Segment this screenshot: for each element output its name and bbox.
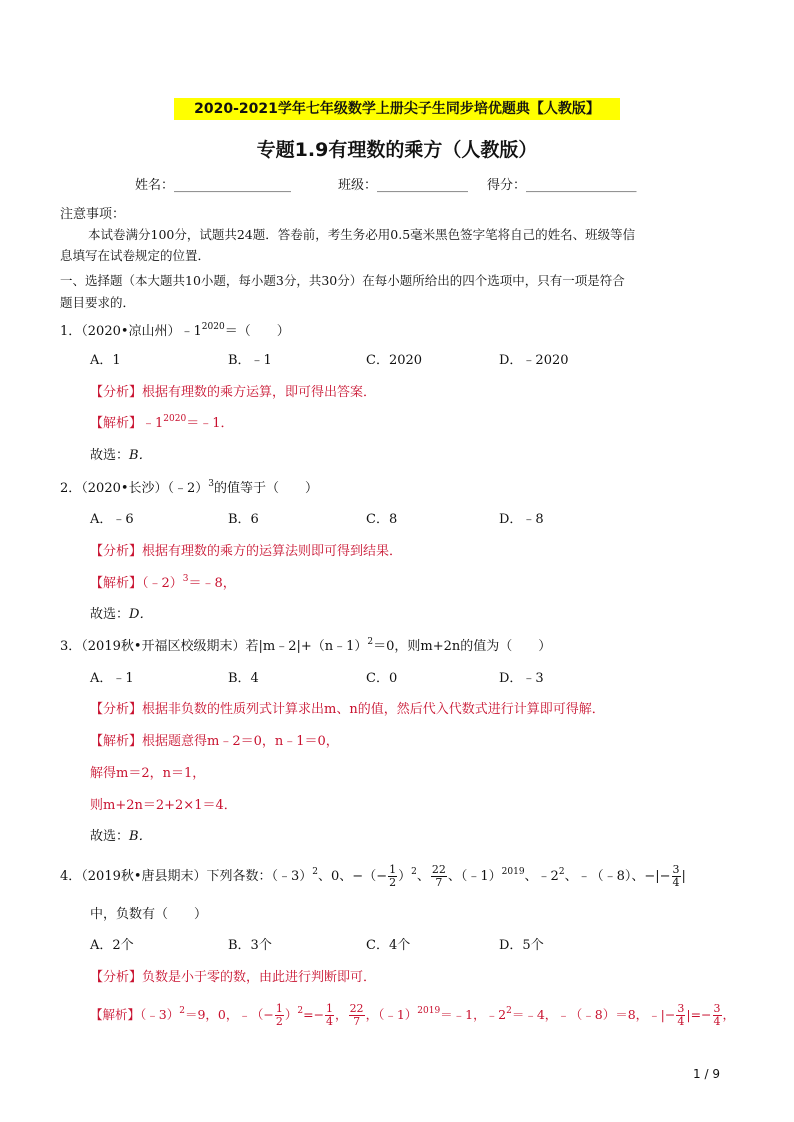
question-2-stem: 2．（2020•长沙）（﹣2）$^3$的值等于（ ） bbox=[60, 479, 319, 496]
q1-option-b[interactable]: B．﹣1 bbox=[228, 353, 272, 368]
fraction-3-4: $\frac{3}{4}$ bbox=[672, 863, 680, 889]
fraction-1-2: $\frac{1}{2}$ bbox=[389, 863, 397, 889]
series-banner: 2020-2021学年七年级数学上册尖子生同步培优题典【人教版】 bbox=[174, 98, 620, 120]
name-blank: __________________ bbox=[174, 178, 292, 193]
q2-option-d[interactable]: D．﹣8 bbox=[499, 512, 544, 527]
q1-option-c[interactable]: C．2020 bbox=[366, 353, 423, 368]
notes-heading: 注意事项： bbox=[60, 207, 126, 222]
q2-option-c[interactable]: C．8 bbox=[366, 512, 398, 527]
score-blank: _________________ bbox=[526, 178, 637, 193]
name-field[interactable] bbox=[135, 177, 291, 195]
q3-answer: 故选：B． bbox=[90, 829, 152, 844]
q4-option-b[interactable]: B．3个 bbox=[228, 938, 272, 953]
page-title: 专题1.9有理数的乘方（人教版） bbox=[256, 139, 538, 161]
question-4-stem-line-2: 中，负数有（ ） bbox=[90, 907, 208, 922]
q4-option-c[interactable]: C．4个 bbox=[366, 938, 411, 953]
q3-step-2: 解得m＝2，n＝1， bbox=[90, 766, 206, 781]
q4-solution: 【解析】（﹣3）$^2$＝9，0，﹣（− $\frac{1}{2}$ ）$^2$=− $\frac{1}{4}$ ， $\frac{22}{7}$ ，（﹣1）$^{2019}$＝﹣1，$﹣2^2=﹣4$，﹣（﹣8）＝8，﹣|− $\frac{3}{4}$ |=− $\frac{3}{4}$ ， bbox=[90, 1002, 736, 1028]
section-heading-line-2: 题目要求的． bbox=[60, 295, 136, 310]
q4-option-d[interactable]: D．5个 bbox=[499, 938, 544, 953]
q2-answer: 故选：D． bbox=[90, 607, 153, 622]
q3-step-3: 则m+2n＝2+2×1＝4． bbox=[90, 798, 237, 813]
q3-option-a[interactable]: A．﹣1 bbox=[90, 671, 134, 686]
score-field[interactable] bbox=[487, 177, 637, 195]
page-number: 1 / 9 bbox=[693, 1067, 720, 1081]
name-label: 姓名： bbox=[135, 178, 175, 193]
class-field[interactable] bbox=[338, 177, 468, 195]
score-label: 得分： bbox=[487, 178, 527, 193]
notes-line-1: 本试卷满分100分，试题共24题．答卷前，考生务必用0.5毫米黑色签字笔将自己的姓名、班级等信 bbox=[88, 227, 636, 242]
q3-solution: 【解析】根据题意得m﹣2＝0，n﹣1＝0， bbox=[90, 734, 339, 749]
q1-option-d[interactable]: D．﹣2020 bbox=[499, 353, 569, 368]
q4-analysis: 【分析】负数是小于零的数，由此进行判断即可． bbox=[90, 970, 377, 985]
question-4-stem: 4．（2019秋•唐县期末）下列各数：（﹣3）$^2$、0、−（− $\frac{1}{2}$ ）$^2$、 $\frac{22}{7}$ 、（﹣1）$^{2019}$、$﹣2^2$、﹣（﹣8）、−|− $\frac{3}{4}$ | bbox=[60, 863, 686, 889]
q3-analysis: 【分析】根据非负数的性质列式计算求出m、n的值，然后代入代数式进行计算即可得解． bbox=[90, 702, 605, 717]
question-1-stem: 1．（2020•凉山州）$﹣1^{2020}=$（ ） bbox=[60, 322, 290, 339]
q2-analysis: 【分析】根据有理数的乘方的运算法则即可得到结果． bbox=[90, 544, 403, 559]
q3-option-c[interactable]: C．0 bbox=[366, 671, 398, 686]
q1-analysis: 【分析】根据有理数的乘方运算，即可得出答案． bbox=[90, 385, 377, 400]
question-3-stem: 3．（2019秋•开福区校级期末）若|m﹣2|+（n﹣1）$^2$＝0，则m+2n的值为（ ） bbox=[60, 637, 552, 654]
q1-option-a[interactable]: A．1 bbox=[90, 353, 121, 368]
q1-answer: 故选：B． bbox=[90, 448, 152, 463]
q2-option-a[interactable]: A．﹣6 bbox=[90, 512, 134, 527]
notes-line-2: 息填写在试卷规定的位置． bbox=[60, 248, 211, 263]
section-heading-line-1: 一、选择题（本大题共10小题，每小题3分，共30分）在每小题所给出的四个选项中，只有一项是符合 bbox=[60, 273, 625, 288]
q2-option-b[interactable]: B．6 bbox=[228, 512, 259, 527]
fraction-22-7: $\frac{22}{7}$ bbox=[431, 863, 446, 889]
class-label: 班级： bbox=[338, 178, 378, 193]
q2-solution: 【解析】（﹣2）$^3$＝﹣8， bbox=[90, 574, 236, 591]
class-blank: ______________ bbox=[377, 178, 469, 193]
q1-solution: 【解析】$﹣1^{2020}=﹣1$． bbox=[90, 414, 234, 431]
q3-option-b[interactable]: B．4 bbox=[228, 671, 259, 686]
q3-option-d[interactable]: D．﹣3 bbox=[499, 671, 544, 686]
q4-option-a[interactable]: A．2个 bbox=[90, 938, 134, 953]
